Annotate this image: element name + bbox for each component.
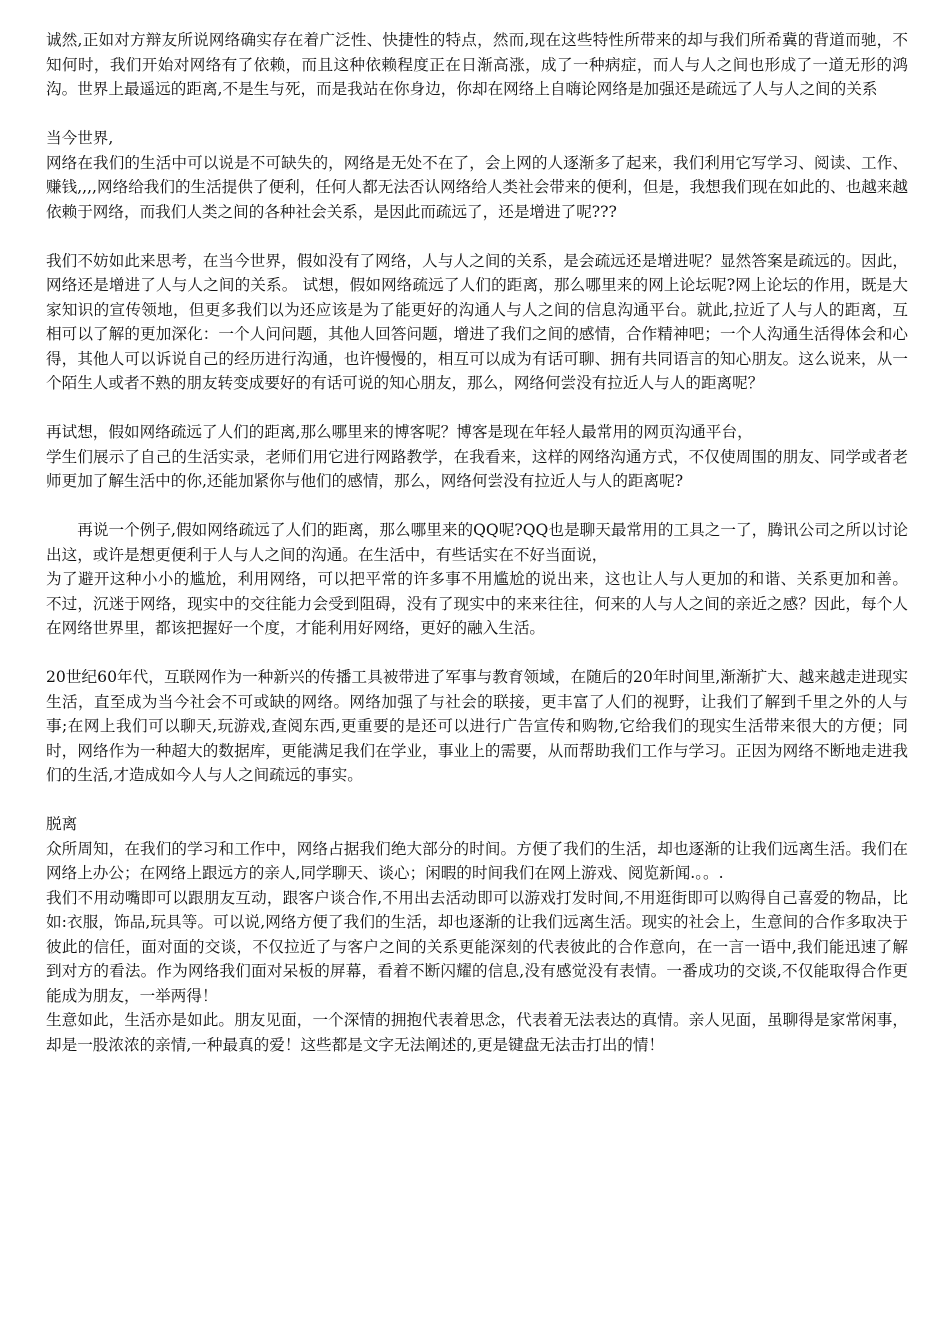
paragraph-qq: 再说一个例子,假如网络疏远了人们的距离，那么哪里来的QQ呢?QQ也是聊天最常用的工具之一了，腾讯公司之所以讨论出这，或许是想更便利于人与人之间的沟通。在生活中，有些话实在不好当面说， 为了避开这种小小的尴尬，利用网络，可以把平常的许多事不用尴尬的说出来，这也让人与人更加的和谐、关系更加和善。 不过，沉迷于网络，现实中的交往能力会受到阻碍，没有了现实中的来来往往，何来的人与人之间的亲近之感？因此，每个人在网络世界里，都该把握好一个度，才能利用好网络，更好的融入生活。 — [46, 521, 908, 637]
paragraph-internet-history: 20世纪60年代，互联网作为一种新兴的传播工具被带进了军事与教育领域，在随后的20年时间里,渐渐扩大、越来越走进现实生活，直至成为当今社会不可或缺的网络。网络加强了与社会的联接，更丰富了人们的视野，让我们了解到千里之外的人与事;在网上我们可以聊天,玩游戏,查阅东西,更重要的是还可以进行广告宣传和购物,它给我们的现实生活带来很大的方便；同时，网络作为一种超大的数据库，更能满足我们在学业，事业上的需要，从而帮助我们工作与学习。正因为网络不断地走进我们的生活,才造成如今人与人之间疏远的事实。 — [46, 668, 908, 784]
document-page — [46, 28, 908, 1057]
paragraph-detachment: 脱离 众所周知，在我们的学习和工作中，网络占据我们绝大部分的时间。方便了我们的生活，却也逐渐的让我们远离生活。我们在网络上办公；在网络上跟远方的亲人,同学聊天、谈心；闲暇的时间我们在网上游戏、阅览新闻.。。. 我们不用动嘴即可以跟朋友互动，跟客户谈合作,不用出去活动即可以游戏打发时间,不用逛街即可以购得自己喜爱的物品，比如:衣服，饰品,玩具等。可以说,网络方便了我们的生活，却也逐渐的让我们远离生活。现实的社会上，生意间的合作多取决于彼此的信任，面对面的交谈，不仅拉近了与客户之间的关系更能深刻的代表彼此的合作意向，在一言一语中,我们能迅速了解到对方的看法。作为网络我们面对呆板的屏幕，看着不断闪耀的信息,没有感觉没有表情。一番成功的交谈,不仅能取得合作更能成为朋友，一举两得！ 生意如此，生活亦是如此。朋友见面，一个深情的拥抱代表着思念，代表着无法表达的真情。亲人见面，虽聊得是家常闲事，却是一股浓浓的亲情,一种最真的爱！这些都是文字无法阐述的,更是键盘无法击打出的情！ — [46, 815, 908, 1054]
paragraph-forum: 我们不妨如此来思考，在当今世界，假如没有了网络，人与人之间的关系，是会疏远还是增进呢？显然答案是疏远的。因此，网络还是增进了人与人之间的关系。 试想，假如网络疏远了人们的距离，那么哪里来的网上论坛呢?网上论坛的作用，既是大家知识的宣传领地，但更多我们以为还应该是为了能更好的沟通人与人之间的信息沟通平台。就此,拉近了人与人的距离，互相可以了解的更加深化：一个人问问题，其他人回答问题，增进了我们之间的感情，合作精神吧；一个人沟通生活得体会和心得，其他人可以诉说自己的经历进行沟通，也许慢慢的，相互可以成为有话可聊、拥有共同语言的知心朋友。这么说来，从一个陌生人或者不熟的朋友转变成要好的有话可说的知心朋友，那么，网络何尝没有拉近人与人的距离呢？ — [46, 251, 908, 392]
paragraph-present-world: 当今世界, 网络在我们的生活中可以说是不可缺失的，网络是无处不在了，会上网的人逐渐多了起来，我们利用它写学习、阅读、工作、赚钱,,,,网络给我们的生活提供了便利，任何人都无法否认网络给人类社会带来的便利，但是，我想我们现在如此的、也越来越依赖于网络，而我们人类之间的各种社会关系，是因此而疏远了，还是增进了呢??? — [46, 129, 908, 221]
paragraph-intro: 诚然,正如对方辩友所说网络确实存在着广泛性、快捷性的特点，然而,现在这些特性所带来的却与我们所希冀的背道而驰，不知何时，我们开始对网络有了依赖，而且这种依赖程度正在日渐高涨，成了一种病症，而人与人之间也形成了一道无形的鸿沟。世界上最遥远的距离,不是生与死，而是我站在你身边，你却在网络上自嗨论网络是加强还是疏远了人与人之间的关系 — [46, 31, 908, 98]
paragraph-blog: 再试想，假如网络疏远了人们的距离,那么哪里来的博客呢？博客是现在年轻人最常用的网页沟通平台， 学生们展示了自己的生活实录，老师们用它进行网路教学，在我看来，这样的网络沟通方式，不仅使周围的朋友、同学或者老师更加了解生活中的你,还能加紧你与他们的感情，那么，网络何尝没有拉近人与人的距离呢? — [46, 423, 908, 490]
